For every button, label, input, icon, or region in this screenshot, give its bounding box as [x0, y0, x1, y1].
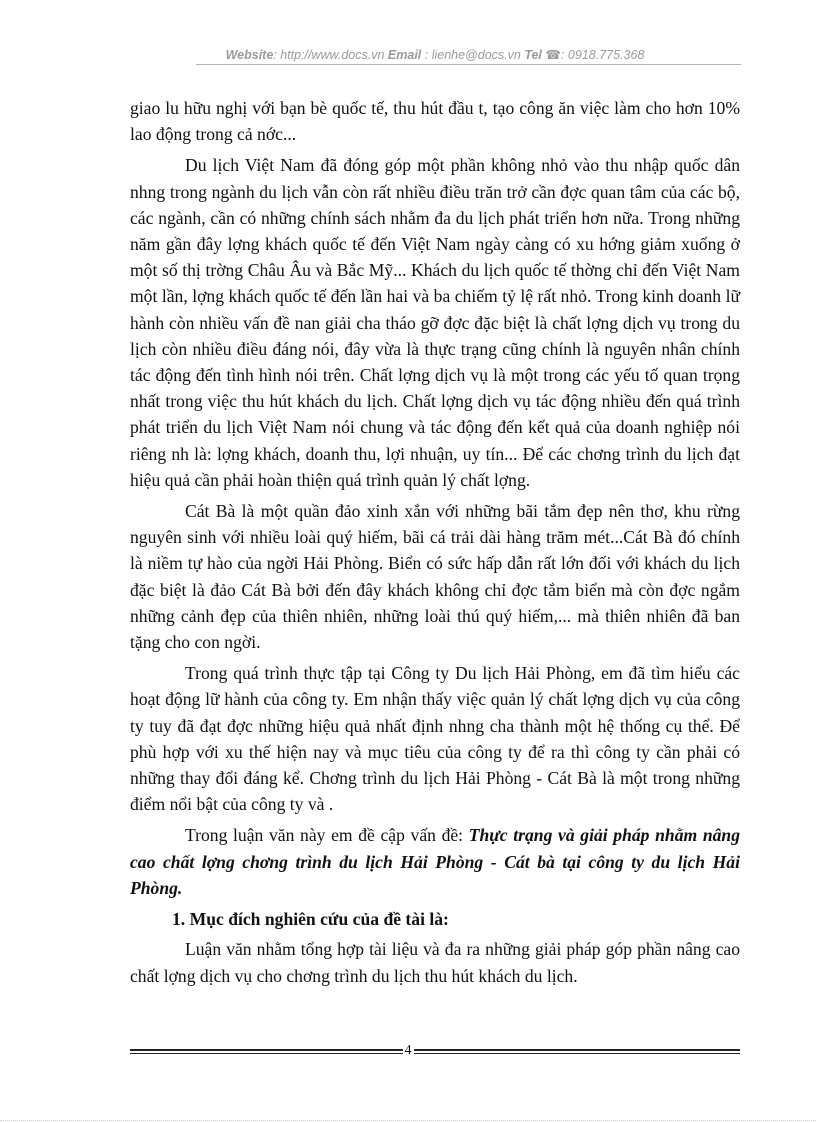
paragraph-3: Cát Bà là một quần đảo xinh xắn với những bãi tắm đẹp nên thơ, khu rừng nguyên sinh với nhiều loài quý hiếm, bãi cá trải dài hàng trăm mét...Cát Bà đó chính là niềm tự hào của ngời Hải Phòng. Biển có sức hấp dẫn rất lớn đối với khách du lịch đặc biệt là đảo Cát Bà bởi đến đây khách không chỉ đợc tắm biển mà còn đợc ngắm những cảnh đẹp của thiên nhiên, những loài thú quý hiếm,... mà thiên nhiên đã ban tặng cho con ngời.: [130, 501, 740, 653]
paragraph-1: giao lu hữu nghị với bạn bè quốc tế, thu hút đầu t, tạo công ăn việc làm cho hơn 10% lao động trong cả nớc...: [130, 98, 740, 145]
phone-icon: ☎: [545, 48, 561, 62]
page-number: 4: [404, 1043, 412, 1058]
section-heading: 1. Mục đích nghiên cứu của đề tài là:: [172, 909, 449, 930]
email-address[interactable]: : lienhe@docs.vn: [421, 48, 525, 62]
paragraph-6: Luận văn nhằm tổng hợp tài liệu và đa ra những giải pháp góp phần nâng cao chất lợng dịch vụ cho chơng trình du lịch thu hút khách du lịch.: [130, 939, 740, 986]
paragraph-2: Du lịch Việt Nam đã đóng góp một phần không nhỏ vào thu nhập quốc dân nhng trong ngành du lịch vẫn còn rất nhiều điều trăn trở cần đợc quan tâm của các bộ, các ngành, cần có những chính sách nhằm đa du lịch phát triển hơn nữa. Trong những năm gần đây lợng khách quốc tế đến Việt Nam ngày càng có xu hớng giảm xuống ở một số thị trờng Châu Âu và Bắc Mỹ... Khách du lịch quốc tế thờng chỉ đến Việt Nam một lần, lợng khách quốc tế đến lần hai và ba chiếm tỷ lệ rất nhỏ. Trong kinh doanh lữ hành còn nhiều vấn đề nan giải cha tháo gỡ đợc đặc biệt là chất lợng dịch vụ trong du lịch còn nhiều điều đáng nói, đây vừa là thực trạng cũng chính là nguyên nhân chính tác động đến tình hình nói trên. Chất lợng dịch vụ là một trong các yếu tố quan trọng nhất trong việc thu hút khách du lịch. Chất lợng dịch vụ tác động nhiều đến quá trình phát triển du lịch Việt Nam nói chung và tác động đến kết quả của doanh nghiệp nói riêng nh là: lợng khách, doanh thu, lợi nhuận, uy tín... Để các chơng trình du lịch đạt hiệu quả cần phải hoàn thiện quá trình quản lý chất lợng.: [130, 155, 740, 490]
website-label: Website: [225, 48, 274, 62]
email-label: Email: [387, 48, 422, 62]
header-rule: [196, 64, 741, 65]
paragraph-4: Trong quá trình thực tập tại Công ty Du lịch Hải Phòng, em đã tìm hiểu các hoạt động lữ hành của công ty. Em nhận thấy việc quản lý chất lợng dịch vụ của công ty tuy đã đạt đợc những hiệu quả nhất định nhng cha thành một hệ thống cụ thể. Để phù hợp với xu thế hiện nay và mục tiêu của công ty để ra thì công ty cần phải có những thay đổi đáng kể. Chơng trình du lịch Hải Phòng - Cát Bà là một trong những điểm nổi bật của công ty và .: [130, 663, 740, 815]
page-header: [130, 47, 740, 62]
tel-number: : 0918.775.368: [560, 48, 645, 62]
thesis-title: Thực trạng và giải pháp nhằm nâng cao chất lợng chơng trình du lịch Hải Phòng - Cát bà tại công ty du lịch Hải Phòng.: [130, 825, 740, 898]
website-url[interactable]: : http://www.docs.vn: [273, 48, 388, 62]
body-text: [130, 95, 740, 994]
page-edge: [0, 1120, 816, 1121]
paragraph-5-lead: Trong luận văn này em đề cập vấn đề:: [185, 825, 469, 846]
tel-label: Tel: [524, 48, 542, 62]
paragraph-5: [130, 822, 740, 901]
